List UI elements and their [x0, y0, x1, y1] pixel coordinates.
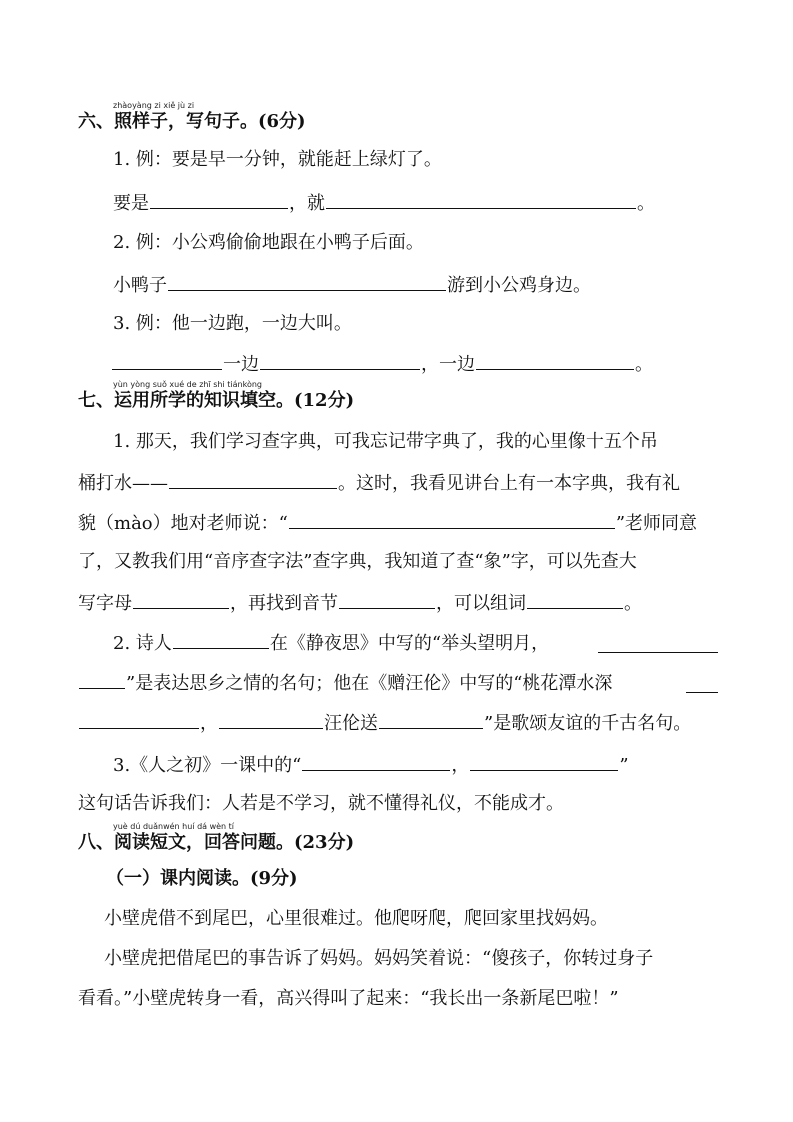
answer-blank[interactable] [112, 351, 222, 370]
s6-q2-example: 2. 例：小公鸡偷偷地跟在小鸭子后面。 [113, 232, 424, 253]
s7-p1-l2-lead: 桶打水—— [78, 473, 168, 494]
answer-blank[interactable] [169, 470, 337, 489]
s7-p2-l3-a: ， [200, 713, 218, 734]
s7-p2-line1 [113, 630, 549, 656]
answer-blank[interactable] [173, 630, 269, 649]
s7-p2-l3-c: ”是歌颂友谊的千古名句。 [484, 713, 692, 734]
s6-q3-example: 3. 例：他一边跑，一边大叫。 [113, 313, 352, 334]
s8-pinyin: yuè dú duǎnwén huí dá wèn tí [113, 822, 235, 831]
s7-p3-l1-c: ” [619, 755, 629, 776]
s7-p1-l2-tail: 。这时，我看见讲台上有一本字典，我有礼 [338, 473, 680, 494]
s6-q3-b: ，一边 [421, 354, 475, 375]
s7-p3-l1-a: 3.《人之初》一课中的“ [113, 755, 302, 776]
answer-blank[interactable] [133, 590, 229, 609]
answer-blank[interactable] [476, 351, 634, 370]
s6-q1-mid: ，就 [289, 193, 325, 214]
s7-p2-line3 [78, 710, 691, 736]
s7-p2-l1-a: 2. 诗人 [113, 633, 172, 654]
s6-q1-lead: 要是 [113, 193, 149, 214]
s7-p2-l1-b: 在《静夜思》中写的“举头望明月， [269, 633, 550, 654]
s6-q3-end: 。 [635, 354, 653, 375]
answer-blank[interactable] [150, 190, 288, 209]
answer-blank[interactable] [219, 710, 323, 729]
s7-p2-l3-b: 汪伦送 [324, 713, 378, 734]
s7-p3-line2: 这句话告诉我们：人若是不学习，就不懂得礼仪，不能成才。 [78, 793, 564, 814]
s7-p1-line1: 1. 那天，我们学习查字典，可我忘记带字典了，我的心里像十五个吊 [113, 431, 658, 452]
s7-p2-line2 [78, 670, 612, 696]
answer-blank[interactable] [326, 190, 636, 209]
s7-p1-line5 [78, 590, 642, 616]
answer-blank[interactable] [339, 590, 435, 609]
s7-p1-l5-b: ，再找到音节 [230, 593, 338, 614]
answer-blank[interactable] [686, 691, 718, 693]
s7-p1-line3 [78, 510, 697, 536]
s7-p3-l1-b: ， [451, 755, 470, 776]
s6-q2-lead: 小鸭子 [113, 275, 167, 296]
s6-pinyin: zhàoyàng zi xiě jù zi [113, 101, 195, 110]
answer-blank[interactable] [79, 710, 199, 729]
s7-p3-line1 [113, 752, 629, 778]
s8-subheading: （一）课内阅读。(9分) [106, 868, 298, 889]
s8-para1: 小壁虎借不到尾巴，心里很难过。他爬呀爬，爬回家里找妈妈。 [104, 908, 608, 929]
s7-p1-line2 [78, 470, 680, 496]
s7-p1-l3-lead: 貌（mào）地对老师说：“ [78, 513, 288, 534]
answer-blank[interactable] [79, 670, 125, 689]
s6-q3-a: 一边 [223, 354, 259, 375]
answer-blank[interactable] [302, 752, 450, 771]
answer-blank[interactable] [470, 752, 618, 771]
answer-blank[interactable] [379, 710, 483, 729]
s6-q1-example: 1. 例：要是早一分钟，就能赶上绿灯了。 [113, 149, 442, 170]
s7-pinyin: yùn yòng suǒ xué de zhī shi tiánkòng [113, 380, 262, 389]
s7-heading: 七、运用所学的知识填空。(12分) [78, 390, 355, 411]
s6-q2-tail: 游到小公鸡身边。 [447, 275, 591, 296]
answer-blank[interactable] [289, 510, 615, 529]
s6-heading: 六、照样子，写句子。(6分) [78, 111, 306, 132]
s8-para2-line1: 小壁虎把借尾巴的事告诉了妈妈。妈妈笑着说：“傻孩子，你转过身子 [104, 948, 654, 969]
s8-para2-line2: 看看。”小壁虎转身一看，高兴得叫了起来：“我长出一条新尾巴啦！” [78, 988, 619, 1009]
answer-blank[interactable] [260, 351, 420, 370]
s8-heading: 八、阅读短文，回答问题。(23分) [78, 832, 355, 853]
s7-p1-l5-a: 写字母 [78, 593, 132, 614]
s7-p1-l5-d: 。 [624, 593, 642, 614]
s7-p1-l3-tail: ”老师同意 [615, 513, 698, 534]
s6-q1-end: 。 [637, 193, 655, 214]
s6-q2-answer [113, 272, 591, 298]
s7-p1-line4: 了，又教我们用“音序查字法”查字典，我知道了查“象”字，可以先查大 [78, 551, 637, 572]
s6-q3-answer [111, 351, 653, 377]
s7-p1-l5-c: ，可以组词 [436, 593, 526, 614]
answer-blank[interactable] [527, 590, 623, 609]
answer-blank[interactable] [168, 272, 446, 291]
s7-p2-l2-a: ”是表达思乡之情的名句；他在《赠汪伦》中写的“桃花潭水深 [126, 673, 613, 694]
s6-q1-answer [113, 190, 655, 216]
answer-blank[interactable] [598, 651, 718, 653]
